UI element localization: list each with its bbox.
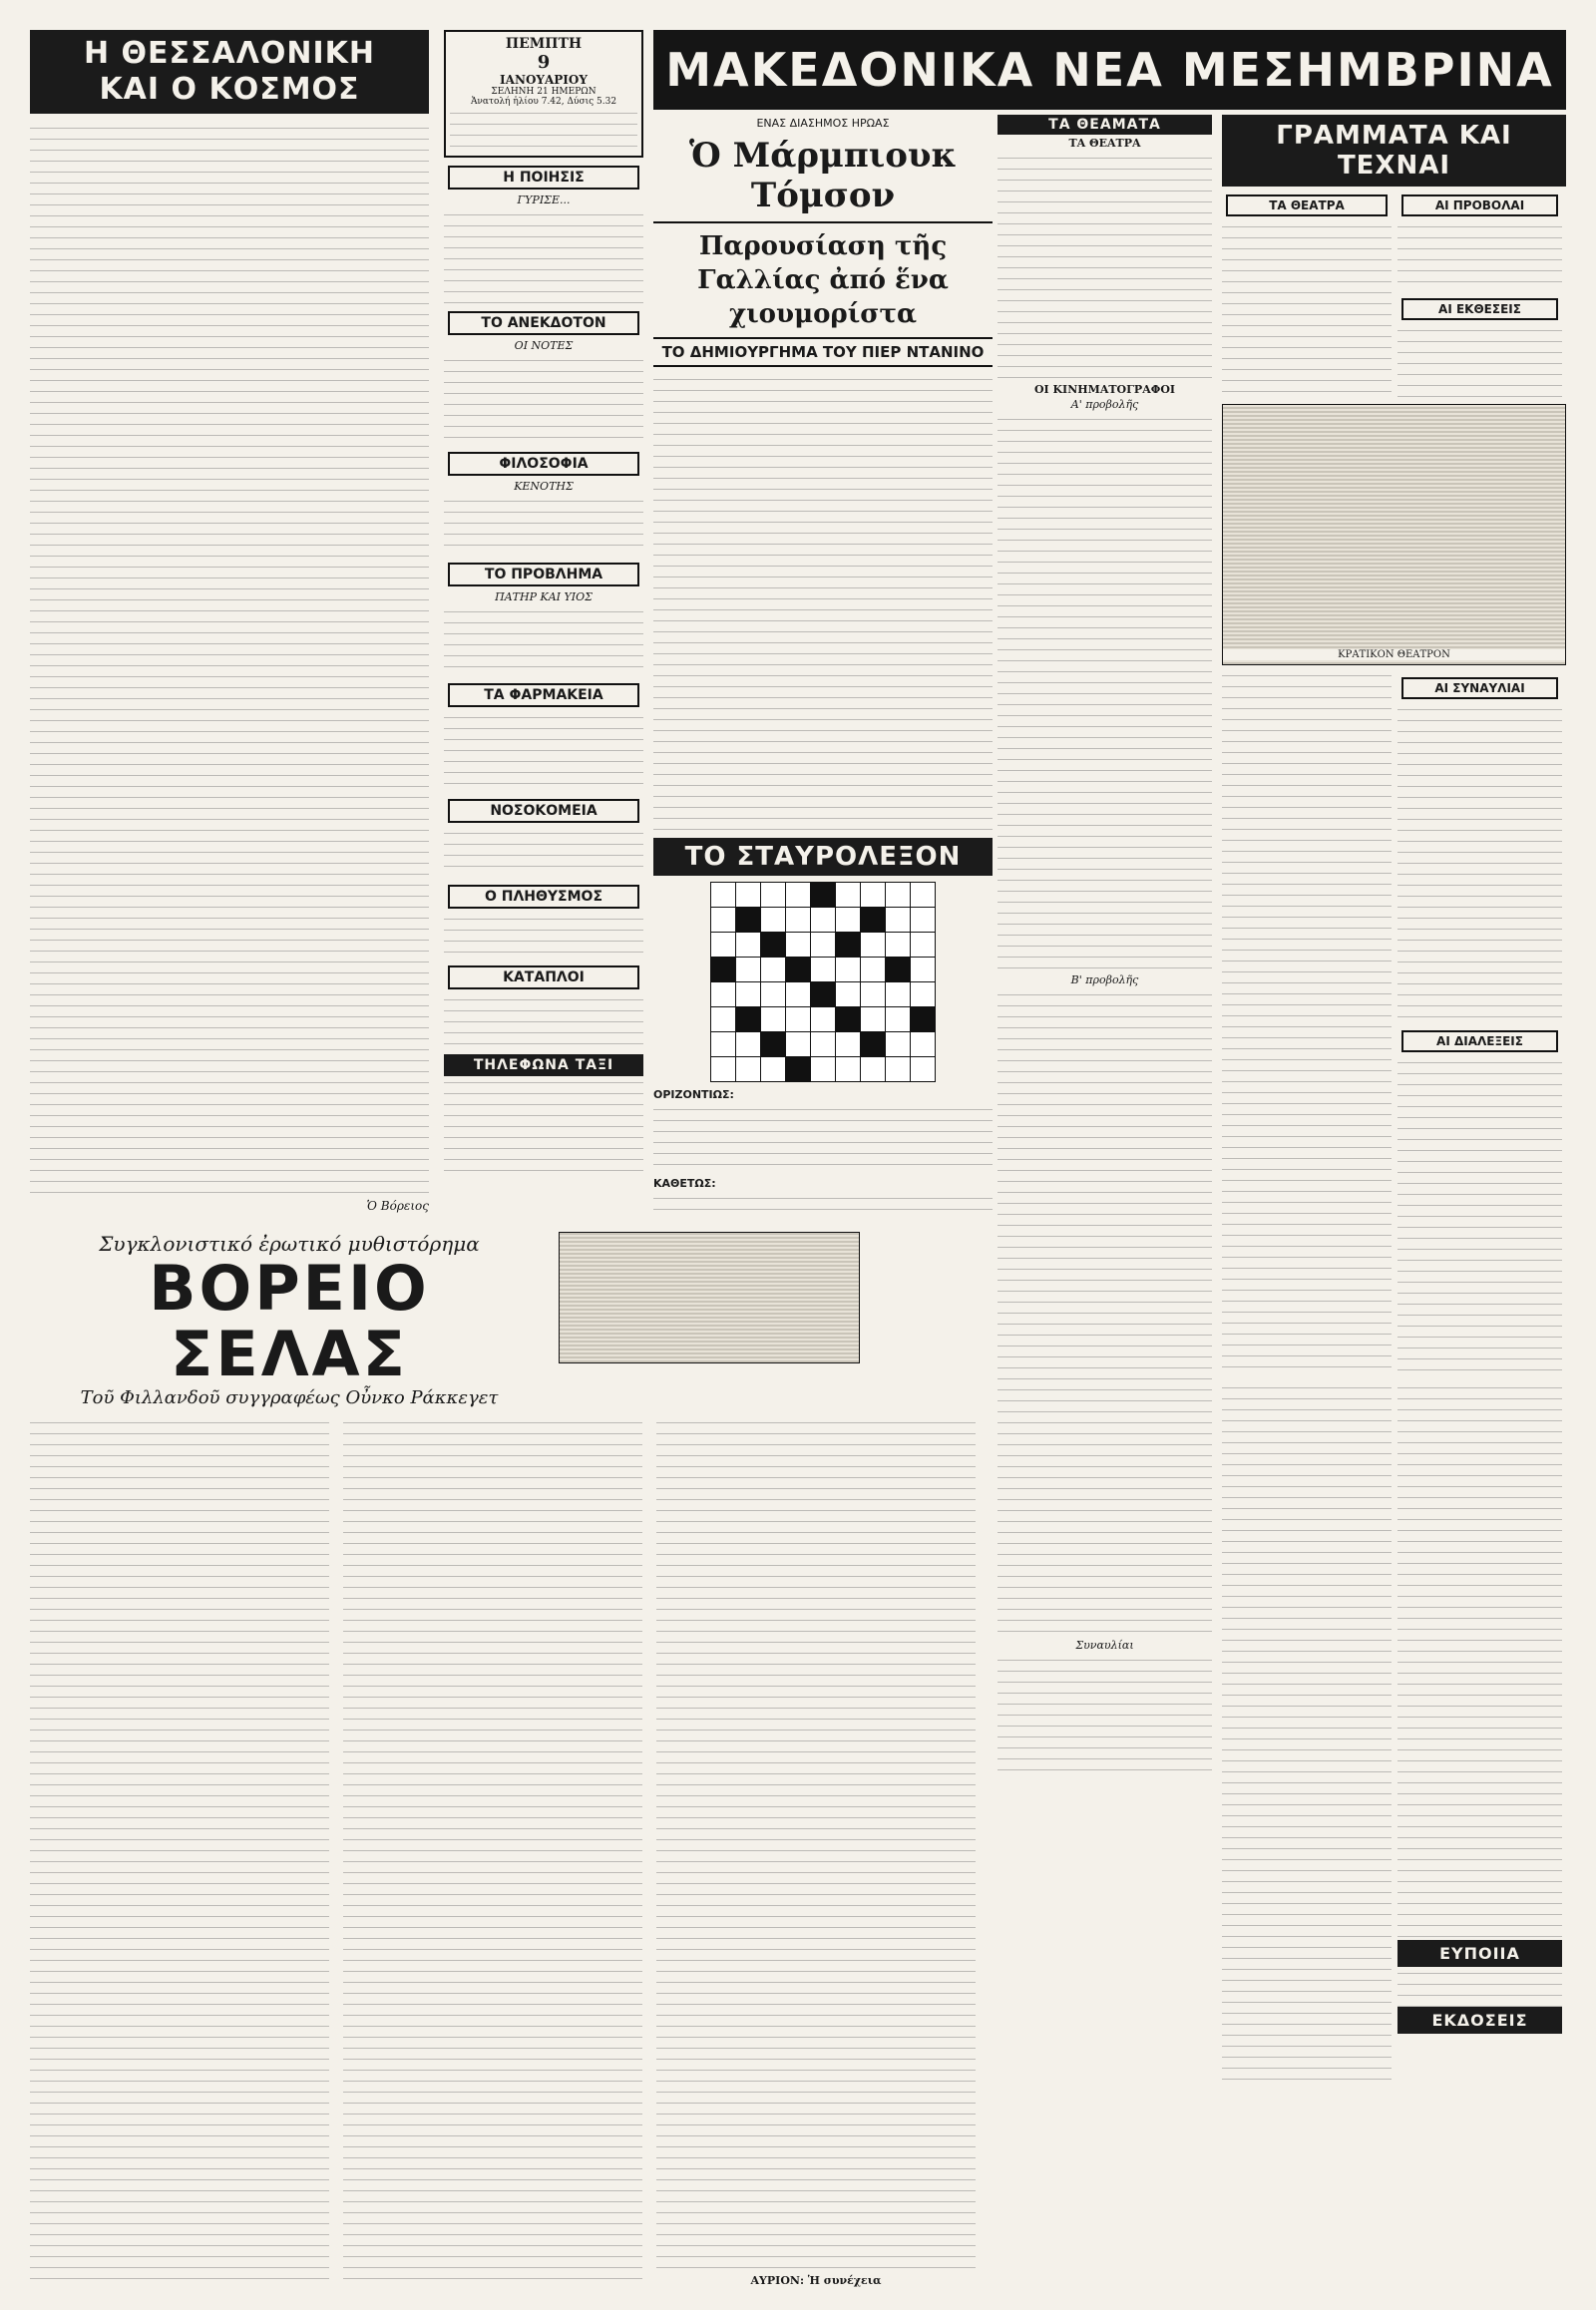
population-head: Ο ΠΛΗΘΥΣΜΟΣ	[448, 885, 639, 909]
shows-column	[998, 115, 1212, 1795]
problem-head: ΤΟ ΠΡΟΒΛΗΜΑ	[448, 563, 639, 586]
letters-concerts-head: ΑΙ ΣΥΝΑΥΛΙΑΙ	[1401, 677, 1558, 699]
serial-byline: Τοῦ Φιλλανδοῦ συγγραφέως Οὖνκο Ράκκεγετ	[80, 1387, 499, 1408]
date-line2: Ἀνατολή ἡλίου 7.42, Δύσις 5.32	[470, 97, 617, 107]
feature-body	[653, 373, 993, 833]
shows-second-run: Β' προβολῆς	[1070, 973, 1139, 986]
philosophy-sub: ΚΕΝΟΤΗΣ	[514, 480, 574, 493]
date-number: 9	[537, 52, 551, 73]
hospital-head: ΝΟΣΟΚΟΜΕΙΑ	[448, 799, 639, 823]
left-title	[30, 30, 429, 114]
anecdote-head: ΤΟ ΑΝΕΚΔΟΤΟΝ	[448, 311, 639, 335]
philosophy-head: ΦΙΛΟΣΟΦΙΑ	[448, 452, 639, 476]
feature-deck: Παρουσίαση τῆς Γαλλίας ἀπό ἕνα χιουμορίστα	[697, 231, 949, 329]
serial-tomorrow: ΑΥΡΙΟΝ: Ἡ συνέχεια	[750, 2274, 882, 2287]
shows-first-run: Α' προβολῆς	[1070, 398, 1139, 411]
crossword-down: ΚΑΘΕΤΩΣ:	[653, 1177, 716, 1190]
left-signature: Ὁ Βόρειος	[366, 1199, 429, 1213]
theater-photo-caption: ΚΡΑΤΙΚΟΝ ΘΕΑΤΡΟΝ	[1223, 649, 1565, 660]
anecdote-sub: ΟΙ ΝΟΤΕΣ	[514, 339, 574, 352]
crossword-head: ΤΟ ΣΤΑΥΡΟΛΕΞΟΝ	[653, 838, 993, 876]
serial-illustration	[559, 1232, 860, 1363]
crossword-across: ΟΡΙΖΟΝΤΙΩΣ:	[653, 1088, 734, 1101]
middle-column	[444, 30, 643, 1222]
shows-concerts: Συναυλίαι	[1075, 1639, 1134, 1652]
shows-head: ΤΑ ΘΕΑΜΑΤΑ	[998, 115, 1212, 135]
letters-column	[1222, 115, 1566, 2279]
letters-lectures-head: ΑΙ ΔΙΑΛΕΞΕΙΣ	[1401, 1030, 1558, 1052]
date-day: ΠΕΜΠΤΗ	[505, 36, 583, 52]
serial-section	[30, 1232, 988, 2289]
crossword-section	[653, 838, 993, 1217]
feature-kicker: ΤΟ ΔΗΜΙΟΥΡΓΗΜΑ ΤΟΥ ΠΙΕΡ ΝΤΑΝΙΝΟ	[661, 343, 985, 361]
feature-column	[653, 115, 993, 833]
feature-headline: Ὁ Μάρμπιουκ Τόμσον	[689, 136, 957, 215]
left-title-line2: ΚΑΙ Ο ΚΟΣΜΟΣ	[99, 72, 360, 107]
theater-photo	[1222, 404, 1566, 665]
masthead	[653, 30, 1566, 110]
date-line1: ΣΕΛΗΝΗ 21 ΗΜΕΡΩΝ	[491, 87, 597, 97]
serial-kicker: Συγκλονιστικό ἐρωτικό μυθιστόρημα	[99, 1232, 480, 1256]
letters-charity-head: ΕΥΠΟΙΙΑ	[1397, 1940, 1562, 1967]
problem-sub: ΠΑΤΗΡ ΚΑΙ ΥΙΟΣ	[495, 590, 593, 603]
letters-screenings-head: ΑΙ ΠΡΟΒΟΛΑΙ	[1401, 194, 1558, 216]
feature-subtitle: ΕΝΑΣ ΔΙΑΣΗΜΟΣ ΗΡΩΑΣ	[756, 117, 890, 130]
pharmacy-head: ΤΑ ΦΑΡΜΑΚΕΙΑ	[448, 683, 639, 707]
masthead-title: ΜΑΚΕΔΟΝΙΚΑ ΝΕΑ ΜΕΣΗΜΒΡΙΝΑ	[665, 43, 1554, 97]
date-box	[444, 30, 643, 158]
poetry-head: Η ΠΟΙΗΣΙΣ	[448, 166, 639, 190]
poem-title: ΓΥΡΙΣΕ...	[517, 193, 571, 206]
letters-exhibitions-head: ΑΙ ΕΚΘΕΣΕΙΣ	[1401, 298, 1558, 320]
crossword-grid	[710, 882, 936, 1082]
shows-theaters: ΤΑ ΘΕΑΤΡΑ	[1068, 137, 1141, 150]
letters-theater-head: ΤΑ ΘΕΑΤΡΑ	[1226, 194, 1388, 216]
letters-title: ΓΡΑΜΜΑΤΑ ΚΑΙ ΤΕΧΝΑΙ	[1222, 115, 1566, 187]
shows-cinemas: ΟΙ ΚΙΝΗΜΑΤΟΓΡΑΦΟΙ	[1033, 383, 1176, 396]
serial-title: ΒΟΡΕΙΟ ΣΕΛΑΣ	[149, 1252, 430, 1390]
left-article-body	[30, 122, 429, 1199]
left-column	[30, 30, 429, 1222]
phones-head: ΤΗΛΕΦΩΝΑ ΤΑΞΙ	[444, 1054, 643, 1076]
letters-releases-head: ΕΚΔΟΣΕΙΣ	[1397, 2007, 1562, 2034]
left-title-line1: Η ΘΕΣΣΑΛΟΝΙΚΗ	[83, 36, 376, 71]
date-month: ΙΑΝΟΥΑΡΙΟΥ	[500, 73, 588, 87]
ships-head: ΚΑΤΑΠΛΟΙ	[448, 965, 639, 989]
